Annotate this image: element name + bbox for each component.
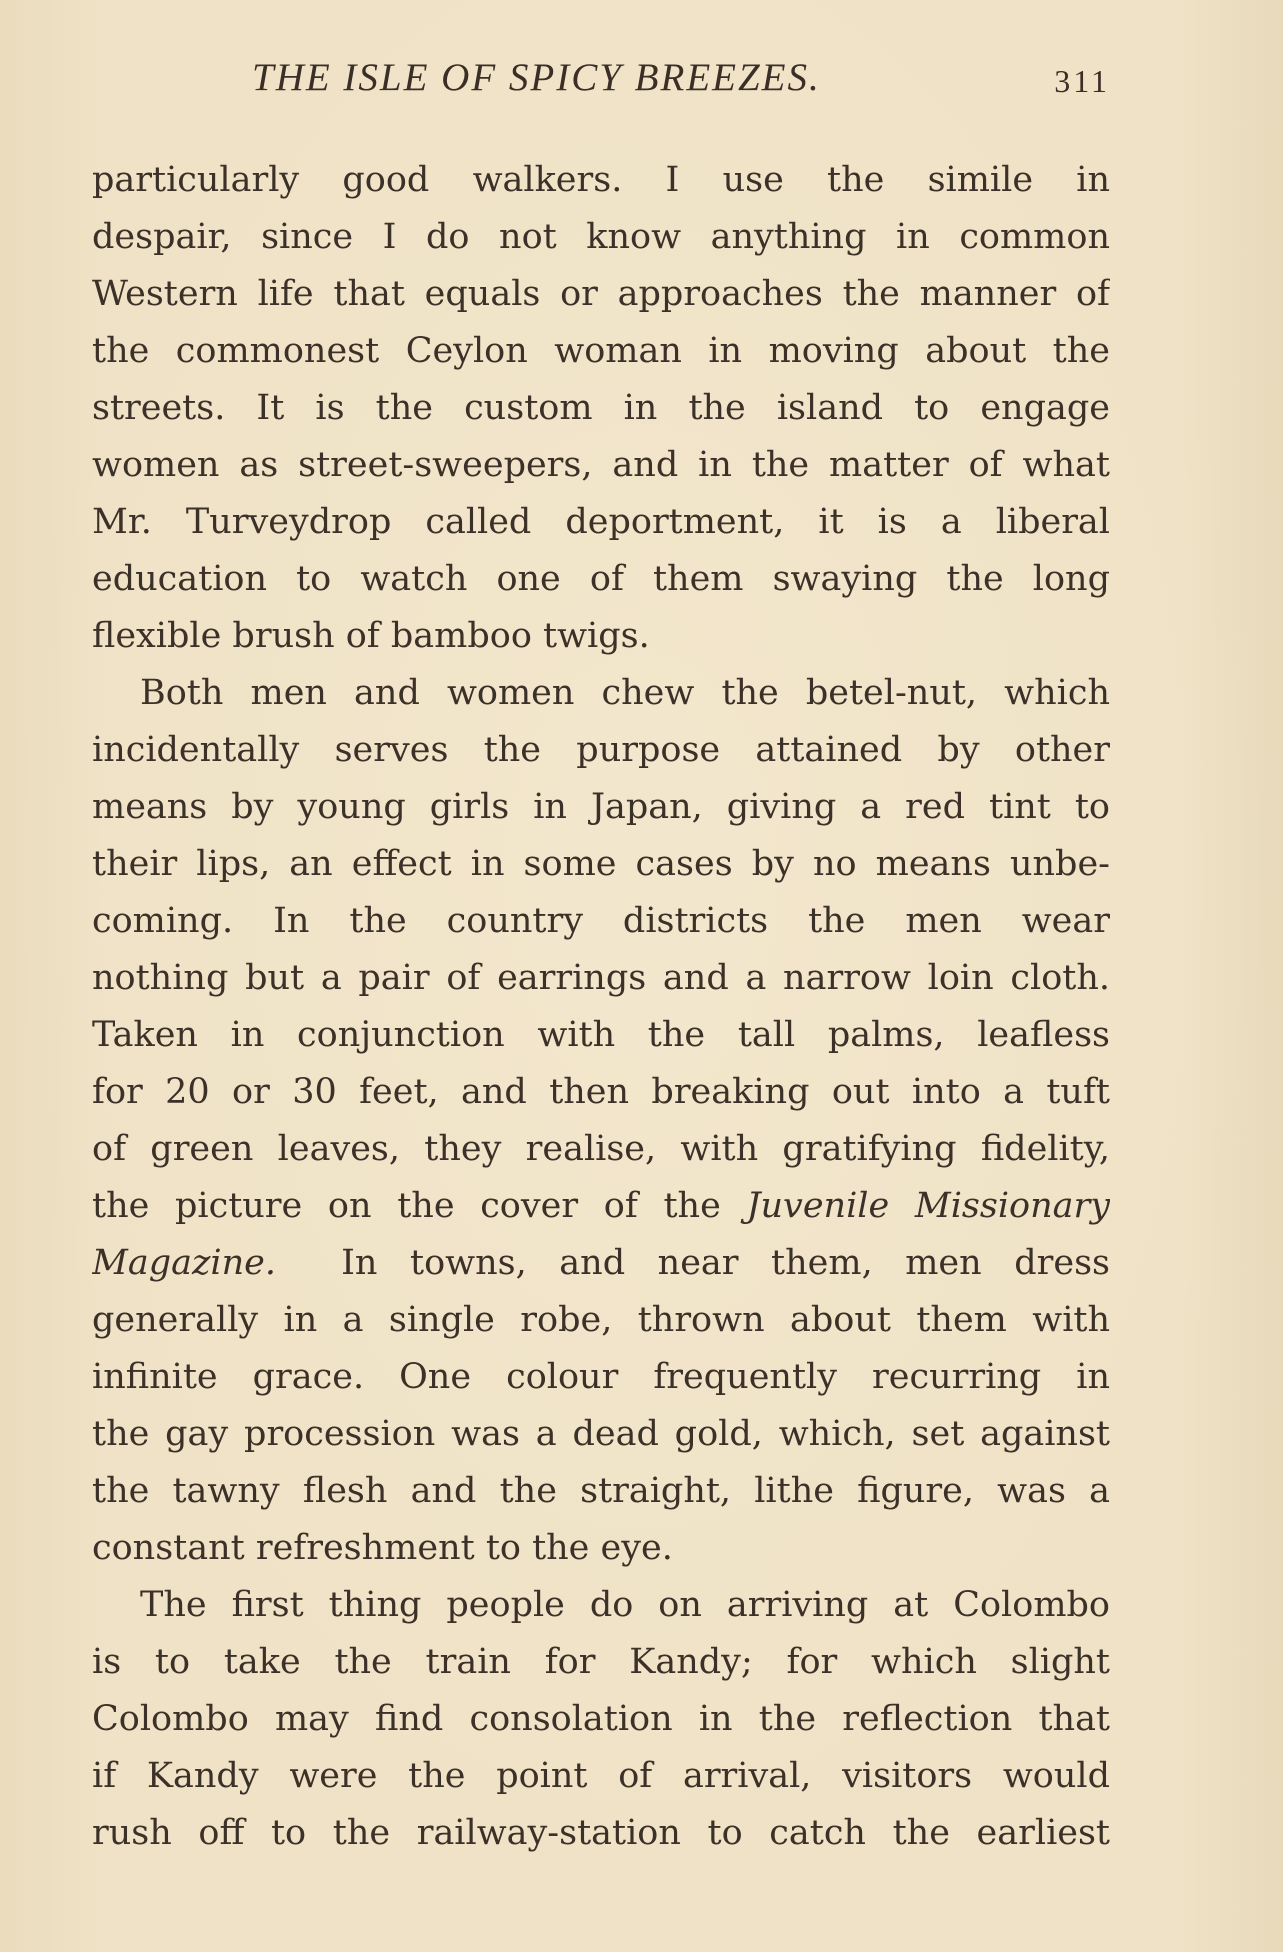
text-line: incidentally serves the purpose attained by other: [92, 730, 1110, 770]
text-line: rush off to the railway-station to catch the earliest: [92, 1813, 1110, 1853]
text-line: women as street-sweepers, and in the matter of what: [92, 445, 1110, 485]
italic-title: Magazine.: [92, 1243, 276, 1283]
text-line: Both men and women chew the betel-nut, which: [140, 673, 1110, 713]
text-line: particularly good walkers. I use the simile in: [92, 160, 1110, 200]
text-line: for 20 or 30 feet, and then breaking out into a tuft: [92, 1072, 1110, 1112]
text-span: In towns, and near them, men dress: [341, 1243, 1110, 1283]
text-line: of green leaves, they realise, with gratifying fidelity,: [92, 1129, 1110, 1169]
text-line: their lips, an effect in some cases by no means unbe-: [92, 844, 1110, 884]
text-line: Colombo may find consolation in the reflection that: [92, 1699, 1110, 1739]
text-line: despair, since I do not know anything in common: [92, 217, 1110, 257]
text-line: means by young girls in Japan, giving a red tint to: [92, 787, 1110, 827]
text-line: the commonest Ceylon woman in moving about the: [92, 331, 1110, 371]
text-line: the gay procession was a dead gold, which, set against: [92, 1414, 1110, 1454]
text-line: Western life that equals or approaches the manner of: [92, 274, 1110, 314]
paragraph-3: [92, 1577, 1110, 1862]
text-line-with-italic: [92, 1178, 1110, 1235]
text-line: Mr. Turveydrop called deportment, it is a liberal: [92, 502, 1110, 542]
text-line: streets. It is the custom in the island to engage: [92, 388, 1110, 428]
text-line: The first thing people do on arriving at Colombo: [140, 1585, 1110, 1625]
text-line: infinite grace. One colour frequently recurring in: [92, 1357, 1110, 1397]
running-title: THE ISLE OF SPICY BREEZES.: [252, 56, 821, 99]
paragraph-1: [92, 152, 1110, 665]
italic-title: Juvenile Missionary: [746, 1186, 1110, 1226]
text-line: the tawny flesh and the straight, lithe figure, was a: [92, 1471, 1110, 1511]
paragraph-2: [92, 665, 1110, 1577]
page-number: 311: [1054, 63, 1110, 99]
running-head: [92, 55, 1110, 111]
text-line-with-italic: [92, 1235, 1110, 1292]
body-text: [92, 152, 1110, 1862]
text-line: is to take the train for Kandy; for which slight: [92, 1642, 1110, 1682]
text-line: if Kandy were the point of arrival, visitors would: [92, 1756, 1110, 1796]
text-line: flexible brush of bamboo twigs.: [92, 616, 650, 656]
text-line: education to watch one of them swaying the long: [92, 559, 1110, 599]
text-line: constant refreshment to the eye.: [92, 1528, 673, 1568]
text-line: coming. In the country districts the men wear: [92, 901, 1110, 941]
text-line: nothing but a pair of earrings and a narrow loin cloth.: [92, 958, 1110, 998]
text-line: Taken in conjunction with the tall palms, leafless: [92, 1015, 1110, 1055]
text-line: generally in a single robe, thrown about them with: [92, 1300, 1110, 1340]
text-span: the picture on the cover of the: [92, 1186, 721, 1226]
